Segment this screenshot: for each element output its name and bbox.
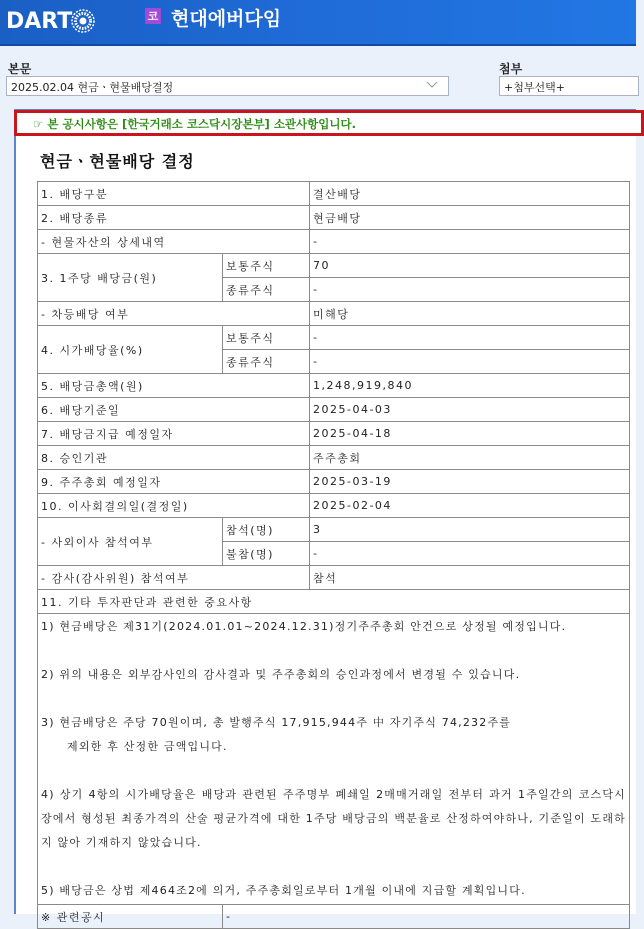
table-row (38, 182, 630, 206)
row-label: - 차등배당 여부 (38, 302, 310, 326)
row-label: 9. 주주총회 예정일자 (38, 470, 310, 494)
disclosure-table (37, 181, 630, 929)
row-label: - 감사(감사위원) 참석여부 (38, 566, 310, 590)
main-doc-select[interactable] (6, 76, 449, 96)
row-sublabel: 보통주식 (223, 254, 310, 278)
pointing-hand-icon: ☞ (33, 117, 44, 131)
note-2: 2) 위의 내용은 외부감사인의 감사결과 및 주주총회의 승인과정에서 변경될 수 있습니다. (41, 668, 521, 681)
table-row (38, 446, 630, 470)
company-name[interactable]: 현대에버다임 (171, 8, 282, 30)
row-sublabel: 불참(명) (223, 542, 310, 566)
note-3-cont: 제외한 후 산정한 금액입니다. (67, 740, 228, 753)
row-sublabel: 종류주식 (223, 278, 310, 302)
row-value: 결산배당 (310, 182, 630, 206)
table-row (38, 398, 630, 422)
jurisdiction-notice (14, 110, 644, 136)
row-label: 11. 기타 투자판단과 관련한 중요사항 (38, 590, 630, 614)
row-label: 1. 배당구분 (38, 182, 310, 206)
table-row (38, 566, 630, 590)
attachment-select[interactable] (499, 76, 639, 96)
row-value: 참석 (310, 566, 630, 590)
table-row (38, 422, 630, 446)
table-row (38, 230, 630, 254)
table-row (38, 302, 630, 326)
row-value: - (310, 542, 630, 566)
note-3: 3) 현금배당은 주당 70원이며, 총 발행주식 17,915,944주 中 자기주식 74,232주를 (41, 716, 512, 729)
row-value: 2025-04-03 (310, 398, 630, 422)
row-value: - (310, 350, 630, 374)
header-bar (0, 0, 636, 46)
row-sublabel: 종류주식 (223, 350, 310, 374)
row-sublabel: 참석(명) (223, 518, 310, 542)
table-row (38, 206, 630, 230)
attachment-label: 첨부 (499, 62, 523, 76)
row-value: 2025-03-19 (310, 470, 630, 494)
row-label: 4. 시가배당율(%) (38, 326, 223, 374)
row-label: 7. 배당금지급 예정일자 (38, 422, 310, 446)
table-row (38, 494, 630, 518)
note-5: 5) 배당금은 상법 제464조2에 의거, 주주총회일로부터 1개월 이내에 지급할 계획입니다. (41, 884, 526, 897)
note-1: 1) 현금배당은 제31기(2024.01.01~2024.12.31)정기주주총회 안건으로 상정될 예정입니다. (41, 620, 567, 633)
attachment-select-value: +첨부선택+ (504, 81, 565, 94)
row-value: 주주총회 (310, 446, 630, 470)
row-value: - (310, 230, 630, 254)
logo-text: DART (6, 8, 73, 34)
chevron-down-icon (426, 79, 438, 91)
document-title: 현금ㆍ현물배당 결정 (40, 152, 195, 171)
kosdaq-market-badge: 코 (145, 8, 161, 24)
row-label: 6. 배당기준일 (38, 398, 310, 422)
row-value: 2025-04-18 (310, 422, 630, 446)
row-label: 2. 배당종류 (38, 206, 310, 230)
notice-text: 본 공시사항은 [한국거래소 코스닥시장본부] 소관사항입니다. (47, 117, 356, 131)
table-row (38, 518, 630, 542)
row-label: ※ 관련공시 (38, 905, 223, 929)
row-value: 3 (310, 518, 630, 542)
main-doc-label: 본문 (8, 62, 32, 76)
row-value: 현금배당 (310, 206, 630, 230)
row-value: - (310, 278, 630, 302)
notes-cell (38, 614, 630, 905)
row-label: 3. 1주당 배당금(원) (38, 254, 223, 302)
row-label: - 현물자산의 상세내역 (38, 230, 310, 254)
row-value: 70 (310, 254, 630, 278)
note-4: 4) 상기 4항의 시가배당율은 배당과 관련된 주주명부 폐쇄일 2매매거래일 전부터 과거 1주일간의 코스닥시장에서 형성된 최종가격의 산술 평균가격에 대한 1주당 배당금의 백분율로 산정하여야하나, 기준일이 도래하지 않아 기재하지 않았습니다. (41, 788, 626, 849)
main-doc-select-value: 2025.02.04 현금ㆍ현물배당결정 (11, 81, 174, 94)
row-label: 5. 배당금총액(원) (38, 374, 310, 398)
row-sublabel: 보통주식 (223, 326, 310, 350)
row-label: 10. 이사회결의일(결정일) (38, 494, 310, 518)
row-label: 8. 승인기관 (38, 446, 310, 470)
row-value: 1,248,919,840 (310, 374, 630, 398)
row-value: 미해당 (310, 302, 630, 326)
table-row (38, 905, 630, 929)
dart-logo[interactable] (6, 7, 96, 35)
row-value: 2025-02-04 (310, 494, 630, 518)
table-row (38, 374, 630, 398)
table-row (38, 254, 630, 278)
table-row (38, 470, 630, 494)
sunburst-logo-icon (70, 8, 96, 34)
table-row (38, 326, 630, 350)
notes-row (38, 614, 630, 905)
row-label: - 사외이사 참석여부 (38, 518, 223, 566)
row-value: - (223, 905, 630, 929)
table-row (38, 590, 630, 614)
row-value: - (310, 326, 630, 350)
